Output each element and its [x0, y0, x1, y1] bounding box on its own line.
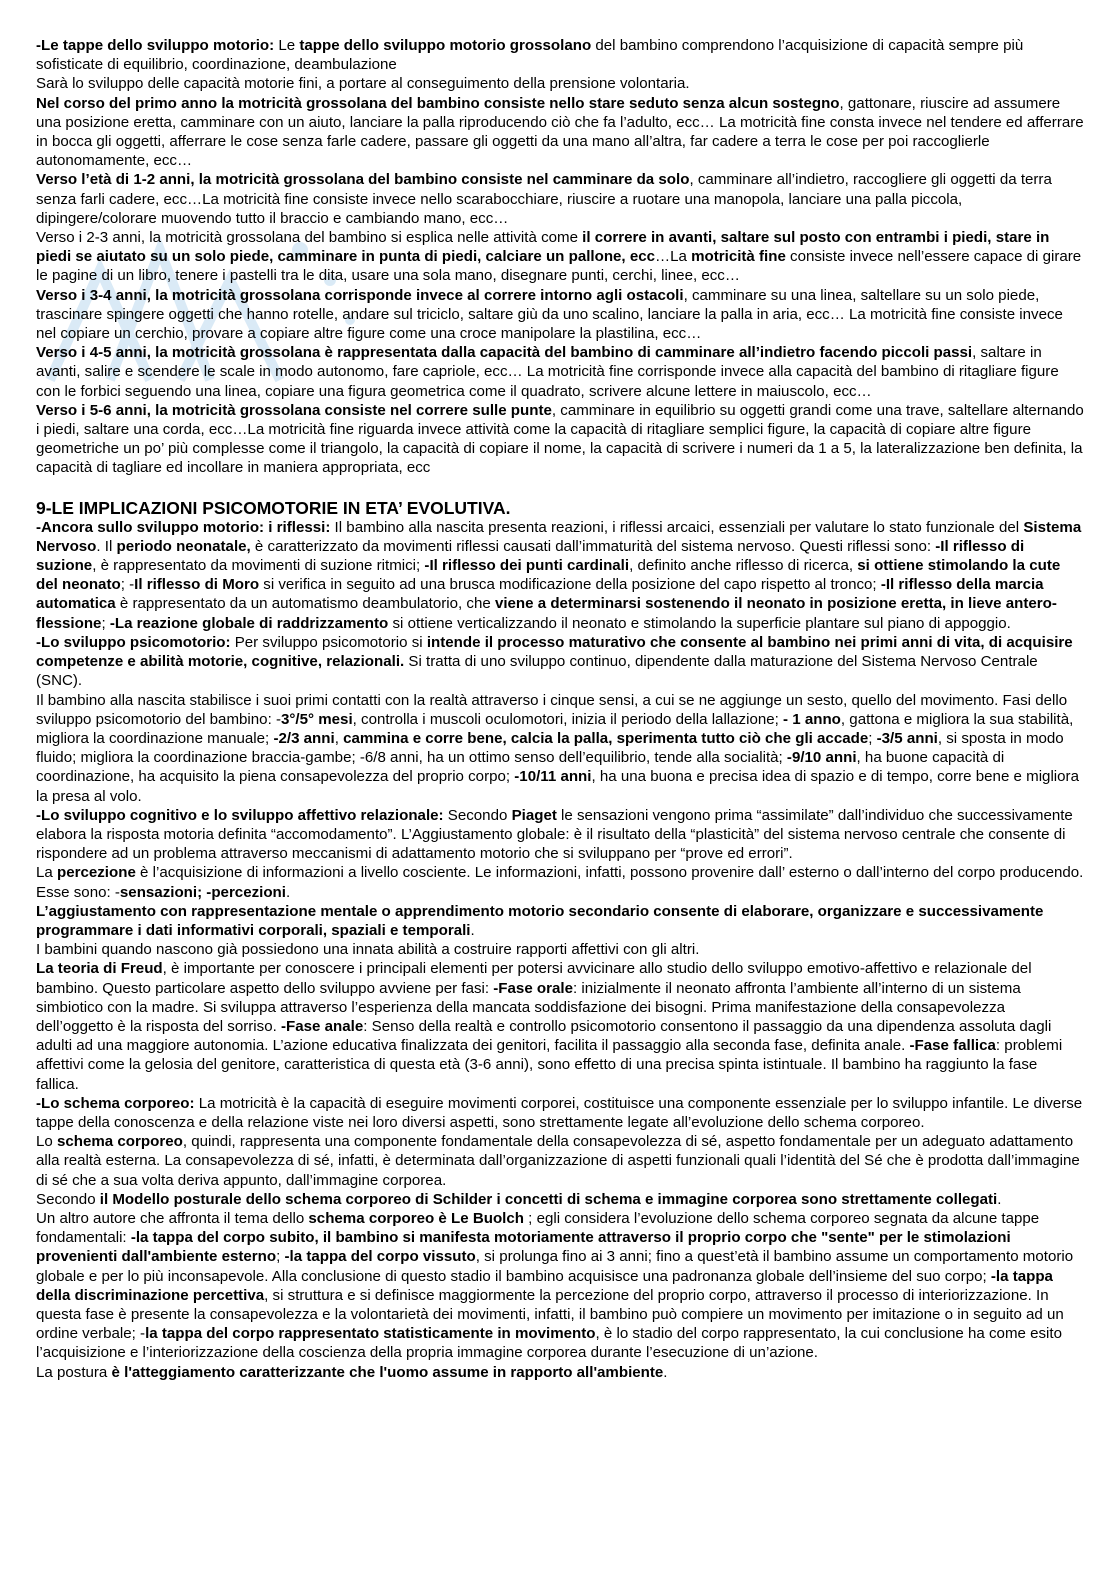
text-run: I bambini quando nascono già possiedono una innata abilità a costruire rapporti affettivi con gli altri. — [36, 941, 700, 959]
paragraph-4-5-anni — [36, 343, 1084, 401]
text-run: , definito anche riflesso di ricerca, — [629, 557, 858, 575]
bold-text-run: -10/11 anni — [514, 768, 592, 786]
document-page — [36, 36, 1084, 1382]
text-run: , gattonare, riuscire ad assumere una posizione eretta, camminare con un aiuto, lanciare la palla riproducendo ciò che fa l’adulto, ecc… La motricità fine consta invece nel tendere ed afferrare in bocca gli oggetti, afferrare le cose senza farle cadere, passare gli oggetti da una mano all’altra, far cadere a terra le cose per poi raccoglierle autonomamente, ecc… — [36, 94, 1084, 170]
paragraph-consapevolezza — [36, 1132, 1084, 1190]
paragraph-riflessi — [36, 518, 1084, 633]
text-run: Lo — [36, 1133, 57, 1151]
bold-text-run: periodo neonatale, — [116, 537, 251, 555]
bold-text-run: -2/3 anni — [273, 729, 335, 747]
bold-text-run: schema corporeo è Le Buolch — [308, 1209, 524, 1227]
paragraph-aggiustamento — [36, 902, 1084, 940]
paragraph-3-4-anni — [36, 286, 1084, 344]
section-heading: 9-LE IMPLICAZIONI PSICOMOTORIE IN ETA’ EVOLUTIVA. — [36, 497, 511, 518]
bold-text-run: tappe dello sviluppo motorio grossolano — [299, 37, 592, 54]
text-run: Il bambino alla nascita presenta reazioni, i riflessi arcaici, essenziali per valutare lo stato funzionale del — [330, 518, 1024, 536]
bold-text-run: -Il riflesso della marcia automatica — [36, 576, 1044, 613]
bold-text-run: Verso i 4-5 anni, la motricità grossolana è rappresentata dalla capacità del bambino di camminare all’indietro facendo piccoli passi — [36, 344, 973, 362]
bold-text-run: Nel corso del primo anno la motricità grossolana del bambino consiste nello stare seduto senza alcun sostegno — [36, 94, 840, 112]
text-run: , ha buone capacità di coordinazione, ha acquisito la piena consapevolezza del proprio corpo; — [36, 749, 1005, 786]
bold-text-run: -Le tappe dello sviluppo motorio: — [36, 37, 279, 54]
text-run: , è lo stadio del corpo rappresentato, la cui conclusione ha come esito l’acquisizione e l’interiorizzazione della coscienza della propria immagine corporea durante l’esecuzione di un’azione. — [36, 1325, 1062, 1362]
text-run: , gattona e migliora la sua stabilità, migliora la coordinazione manuale; — [36, 710, 1074, 747]
bold-text-run: -Ancora sullo sviluppo motorio: i riflessi: — [36, 518, 331, 536]
text-run: , si prolunga fino ai 3 anni; fino a quest’età il bambino assume un comportamento motorio globale e per lo più inconsapevole. Alla conclusione di questo stadio il bambino acquisisce una padronanza globale dell’insieme del suo corpo; — [36, 1248, 1074, 1285]
text-run: Il bambino alla nascita stabilisce i suoi primi contatti con la realtà attraverso i cinque sensi, a cui se ne aggiunge un sesto, quello del movimento. Fasi dello sviluppo psicomotorio del bambino: - — [36, 691, 1068, 728]
text-run: Secondo — [36, 1190, 100, 1208]
text-run: , si struttura e si definisce maggiormente la percezione del proprio corpo, attraverso il processo di interiorizzazione. In questa fase è presente la consapevolezza e la volontarietà dei movimenti, infatti, il bambino può compiere un movimento per imitazione o in seguito ad un ordine verbale; - — [36, 1286, 1064, 1343]
text-run: Sarà lo sviluppo delle capacità motorie fini, a portare al conseguimento della prensione volontaria. — [36, 75, 690, 93]
bold-text-run: -Lo sviluppo cognitivo e lo sviluppo affettivo relazionale: — [36, 806, 444, 824]
text-run: , camminare in equilibrio su oggetti grandi come una trave, saltellare alternando i piedi, saltare una corda, ecc…La motricità fine riguarda invece attività come la capacità di ritagliare semplici figure, la capacità di copiare altre figure geometriche un po’ più complesse come il triangolo, la capacità di copiare il nome, la capacità di scrivere i numeri da 1 a 5, la lateralizzazione ben definita, la capacità di tagliare ed incollare in maniera appropriata, ecc — [36, 401, 1084, 477]
paragraph-schilder — [36, 1190, 1084, 1209]
bold-text-run: intende il processo maturativo che consente al bambino nei primi anni di vita, di acquisire competenze e abilità motorie, cognitive, relazionali. — [36, 633, 1073, 671]
bold-text-run: -la tappa del corpo vissuto — [284, 1248, 476, 1266]
bold-text-run: Verso i 5-6 anni, la motricità grossolana consiste nel correre sulle punte — [36, 401, 552, 419]
text-run: , ha una buona e precisa idea di spazio e di tempo, corre bene e migliora la presa al volo. — [36, 768, 1079, 805]
bold-text-run: -Fase fallica — [909, 1037, 996, 1055]
text-run: ; — [101, 614, 110, 632]
text-run: : problemi affettivi come la gelosia del genitore, caratteristica di questa età (3-6 anni), sono effetto di una precisa spinta istintuale. Il bambino ha raggiunto la fase fallica. — [36, 1037, 1063, 1093]
text-run: , camminare all’indietro, raccogliere gli oggetti da terra senza farli cadere, ecc…La motricità fine consiste invece nello scarabocchiare, riuscire a ruotare una manopola, lanciare una palla piccola, dipingere/colorare muovendo tutto il braccio e cambiando mano, ecc… — [36, 171, 1052, 227]
bold-text-run: la tappa del corpo rappresentato statisticamente in movimento — [145, 1325, 596, 1343]
bold-text-run: -Lo schema corporeo: — [36, 1094, 195, 1112]
text-run: Verso i 2-3 anni, la motricità grossolana del bambino si esplica nelle attività come — [36, 229, 583, 247]
bold-text-run: -la tappa della discriminazione percettiva — [36, 1267, 1053, 1304]
text-run: Le — [278, 37, 300, 54]
paragraph-2-3-anni — [36, 228, 1084, 286]
text-run: , è rappresentato da movimenti di suzione ritmici; — [92, 557, 425, 575]
text-run: , — [334, 729, 344, 747]
text-run: . — [997, 1190, 1002, 1208]
text-run: è l’acquisizione di informazioni a livello cosciente. Le informazioni, infatti, possono provenire dall’ esterno o dall’interno del corpo producendo. Esse sono: - — [36, 864, 1084, 901]
bold-text-run: -Fase anale — [281, 1017, 364, 1035]
text-run: ; egli considera l’evoluzione dello schema corporeo segnata da alcune tappe fondamentali: — [36, 1209, 1040, 1247]
paragraph-1-2-anni — [36, 170, 1084, 228]
bold-text-run: motricità fine — [691, 248, 786, 266]
text-run: è rappresentato da un automatismo deambulatorio, che — [115, 595, 495, 613]
paragraph-schema-corporeo — [36, 1094, 1084, 1132]
text-run: : Senso della realtà e controllo psicomotorio consentono il passaggio da una dipendenza assoluta dagli adulti ad una maggiore autonomia. L’azione educativa finalizzata dei genitori, facilita il passaggio alla seconda fase, definita anale. — [36, 1017, 1052, 1055]
paragraph-le-buolch — [36, 1209, 1084, 1363]
bold-text-run: 3°/5° mesi — [280, 710, 353, 728]
text-run: , si sposta in modo fluido; migliora la coordinazione braccia-gambe; -6/8 anni, ha un ottimo senso dell’equilibrio, tende alla socialità; — [36, 729, 1064, 767]
text-run: ; - — [120, 576, 135, 594]
bold-text-run: -Il riflesso di suzione — [36, 537, 1025, 575]
text-run: Si tratta di uno sviluppo continuo, dipendente dalla maturazione del Sistema Nervoso Centrale (SNC). — [36, 653, 1038, 690]
text-run: si verifica in seguito ad una brusca modificazione della posizione del capo rispetto al tronco; — [259, 576, 881, 594]
text-run: è caratterizzato da movimenti riflessi causati dall’immaturità del sistema nervoso. Questi riflessi sono: — [250, 537, 936, 555]
paragraph-primo-anno — [36, 94, 1084, 171]
bold-text-run: -La reazione globale di raddrizzamento — [109, 614, 389, 632]
paragraph-postura — [36, 1363, 1084, 1382]
text-run: si ottiene verticalizzando il neonato e stimolando la superficie plantare sul piano di appoggio. — [388, 614, 1011, 632]
text-run: La postura — [36, 1363, 112, 1381]
text-run: , camminare su una linea, saltellare su un solo piede, trascinare spingere oggetti che hanno rotelle, andare sul triciclo, saltare giù da uno scalino, lanciare la palla in aria, ecc… La motricità fine consiste invece nel copiare un cerchio, provare a copiare altre figure come una croce manipolare la plastilina, ecc… — [36, 286, 1063, 343]
bold-text-run: -la tappa del corpo subito, il bambino si manifesta motoriamente attraverso il proprio corpo che "sente" per le stimolazioni provenienti dall'ambiente esterno — [36, 1229, 1011, 1266]
bold-text-run: si ottiene stimolando la cute del neonato — [36, 557, 1061, 594]
bold-text-run: il correre in avanti, saltare sul posto con entrambi i piedi, stare in piedi se aiutato su un solo piede, camminare in punta di piedi, calciare un pallone, ecc — [36, 229, 1050, 266]
bold-text-run: Sistema Nervoso — [36, 518, 1082, 555]
paragraph-motricita-fine-prensione — [36, 74, 1084, 93]
bold-text-run: - 1 anno — [783, 710, 841, 728]
text-run: . Il — [96, 537, 117, 555]
bold-text-run: cammina e corre bene, calcia la palla, sperimenta tutto ciò che gli accade — [343, 729, 869, 747]
bold-text-run: -Lo sviluppo psicomotorio: — [36, 633, 231, 651]
bold-text-run: è l'atteggiamento caratterizzante che l'uomo assume in rapporto all'ambiente — [111, 1363, 664, 1381]
text-run: ; — [868, 729, 877, 747]
bold-text-run: -Fase orale — [493, 979, 573, 997]
bold-text-run: il Modello posturale dello schema corporeo di Schilder i concetti di schema e immagine corporea sono strettamente collegati — [99, 1190, 998, 1208]
text-run: le sensazioni vengono prima “assimilate” dall’individuo che successivamente elabora la risposta motoria definita “accomodamento”. L’Aggiustamento globale: è il risultato della “plasticità” del sistema nervoso centrale che consente di rispondere ad un problema attraverso meccanismi di adattamento motorio che si sviluppano per “prove ed errori”. — [36, 806, 1073, 863]
paragraph-teoria-freud — [36, 959, 1084, 1093]
paragraph-fasi-sviluppo — [36, 691, 1084, 806]
bold-text-run: La teoria di Freud — [36, 960, 163, 978]
bold-text-run: -9/10 anni — [786, 749, 857, 767]
paragraph-tappe-sviluppo-motorio — [36, 36, 1084, 74]
text-run: . — [663, 1363, 668, 1381]
text-run: Un altro autore che affronta il tema dello — [36, 1209, 309, 1227]
bold-text-run: Piaget — [511, 806, 557, 824]
bold-text-run: L’aggiustamento con rappresentazione mentale o apprendimento motorio secondario consente di elaborare, organizzare e successivamente programmare i dati informativi corporali, spaziali e temporali — [36, 902, 1044, 939]
bold-text-run: -3/5 anni — [876, 729, 938, 747]
text-run: : inizialmente il neonato affronta l’ambiente all’interno di un sistema simbiotico con la madre. Si sviluppa attraverso l’esperienza della mancata soddisfazione dei bisogni. Prima manifestazione della consapevolezza dell’oggetto è la risposta del sorriso. — [36, 979, 1021, 1035]
text-run: Secondo — [443, 806, 512, 824]
bold-text-run: Il riflesso di Moro — [134, 576, 260, 594]
paragraph-sviluppo-psicomotorio — [36, 633, 1084, 691]
bold-text-run: Verso i 3-4 anni, la motricità grossolana corrisponde invece al correre intorno agli ostacoli — [36, 286, 684, 304]
text-run: …La — [655, 248, 692, 266]
bold-text-run: sensazioni; -percezioni — [119, 883, 286, 901]
text-run: . — [285, 883, 291, 901]
bold-text-run: -Il riflesso dei punti cardinali — [424, 557, 630, 575]
bold-text-run: schema corporeo — [56, 1133, 183, 1151]
text-run: Per sviluppo psicomotorio si — [230, 633, 427, 651]
paragraph-5-6-anni — [36, 401, 1084, 478]
bold-text-run: percezione — [56, 864, 136, 882]
text-run: consiste invece nell’essere capace di girare le pagine di un libro, tenere i pastelli tra le dita, usare una sola mano, disegnare punti, cerchi, linee, ecc… — [36, 248, 1082, 285]
paragraph-percezione — [36, 863, 1084, 901]
text-run: . — [470, 921, 475, 939]
text-run: , è importante per conoscere i principali elementi per potersi avvicinare allo studio dello sviluppo emotivo-affettivo e relazionale del bambino. Questo particolare aspetto dello sviluppo avviene per fasi: — [36, 960, 1032, 997]
text-run: ; — [276, 1248, 285, 1266]
text-run: , quindi, rappresenta una componente fondamentale della consapevolezza di sé, aspetto fondamentale per un adeguato adattamento alla realtà esterna. La consapevolezza di sé, infatti, è determinata dall’organizzazione di aspetti funzionali quali l’identità del Sé che è prodotta dall’immagine di sé che a sua volta deriva appunto, dall’immagine corporea. — [36, 1133, 1080, 1189]
text-run: del bambino comprendono l’acquisizione di capacità sempre più sofisticate di equilibrio, coordinazione, deambulazione — [36, 37, 1024, 74]
bold-text-run: Verso l’età di 1-2 anni, la motricità grossolana del bambino consiste nel camminare da solo — [36, 171, 690, 189]
bold-text-run: viene a determinarsi sostenendo il neonato in posizione eretta, in lieve antero-flessione — [36, 595, 1057, 632]
text-run: La motricità è la capacità di eseguire movimenti corporei, costituisce una componente essenziale per lo sviluppo infantile. Le diverse tappe della conoscenza e della relazione viste nei loro diversi aspetti, sono strettamente legate all’evoluzione dello schema corporeo. — [36, 1094, 1083, 1131]
text-run: , controlla i muscoli oculomotori, inizia il periodo della lallazione; — [352, 710, 784, 728]
paragraph-rapporti-affettivi — [36, 940, 1084, 959]
text-run: La — [36, 864, 57, 882]
paragraph-sviluppo-cognitivo — [36, 806, 1084, 864]
text-run: , saltare in avanti, salire e scendere le scale in modo autonomo, fare capriole, ecc… La motricità fine corrisponde invece alla capacità del bambino di ritagliare figure con le forbici seguendo una linea, copiare una figura geometrica come il quadrato, scrivere alcune lettere in maiuscolo, ecc… — [36, 344, 1059, 400]
